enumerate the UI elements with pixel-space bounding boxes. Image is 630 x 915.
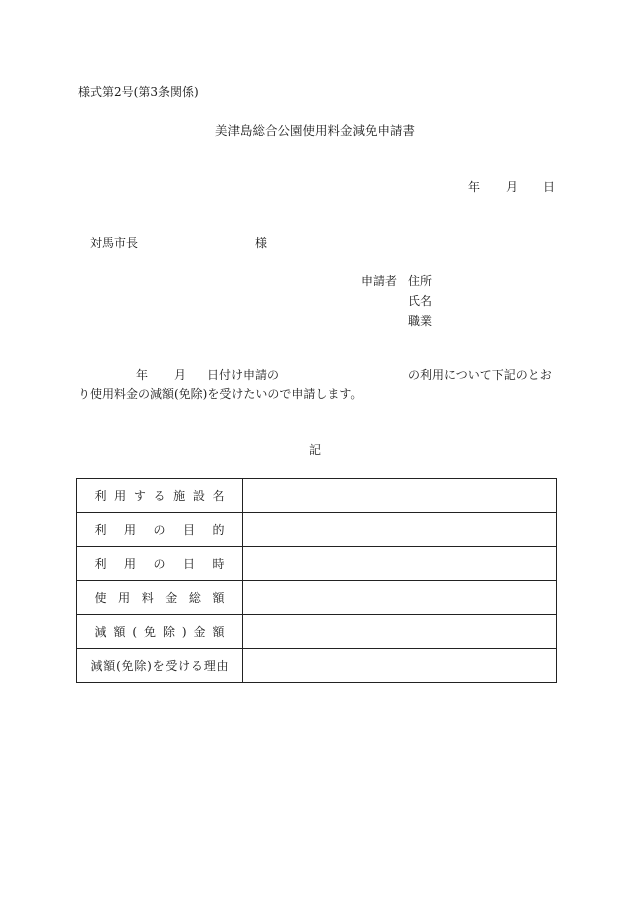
row-label-cell <box>77 513 243 547</box>
addressee-honorific: 様 <box>255 236 268 250</box>
applicant-name-label: 氏名 <box>408 294 433 308</box>
row-value-cell[interactable] <box>243 649 557 683</box>
date-line <box>468 180 555 194</box>
row-label: 利用する施設名 <box>94 489 225 503</box>
table-row <box>77 615 557 649</box>
date-day-label: 日 <box>543 180 556 194</box>
row-label-cell <box>77 547 243 581</box>
table-row <box>77 547 557 581</box>
body-dated-application: 日付け申請の <box>207 368 280 382</box>
table-row <box>77 479 557 513</box>
row-label-cell <box>77 615 243 649</box>
detail-table <box>76 478 557 683</box>
row-label-cell <box>77 479 243 513</box>
note-mark: 記 <box>308 443 321 457</box>
applicant-occupation-label: 職業 <box>408 314 433 328</box>
table-row <box>77 513 557 547</box>
date-month-label: 月 <box>506 180 519 194</box>
row-label: 減額(免除)金額 <box>94 625 225 639</box>
body-month-label: 月 <box>174 368 187 382</box>
body-usage-tail: の利用について下記のとお <box>408 368 552 382</box>
applicant-label: 申請者 <box>361 274 398 288</box>
document-title: 美津島総合公園使用料金減免申請書 <box>214 123 415 138</box>
body-year-label: 年 <box>136 368 149 382</box>
row-value-cell[interactable] <box>243 615 557 649</box>
row-label-cell <box>77 581 243 615</box>
row-label: 使用料金総額 <box>94 591 225 605</box>
addressee-name: 対馬市長 <box>90 236 139 250</box>
row-label: 利用の目的 <box>94 523 225 537</box>
body-line-2: り使用料金の減額(免除)を受けたいので申請します。 <box>78 387 363 401</box>
date-year-label: 年 <box>468 180 481 194</box>
row-label: 利用の日時 <box>94 557 225 571</box>
row-value-cell[interactable] <box>243 479 557 513</box>
applicant-address-label: 住所 <box>408 274 433 288</box>
row-label: 減額(免除)を受ける理由 <box>90 659 229 673</box>
row-value-cell[interactable] <box>243 547 557 581</box>
table-row <box>77 581 557 615</box>
row-value-cell[interactable] <box>243 581 557 615</box>
form-number: 様式第2号(第3条関係) <box>78 85 199 99</box>
row-label-cell <box>77 649 243 683</box>
row-value-cell[interactable] <box>243 513 557 547</box>
table-row <box>77 649 557 683</box>
